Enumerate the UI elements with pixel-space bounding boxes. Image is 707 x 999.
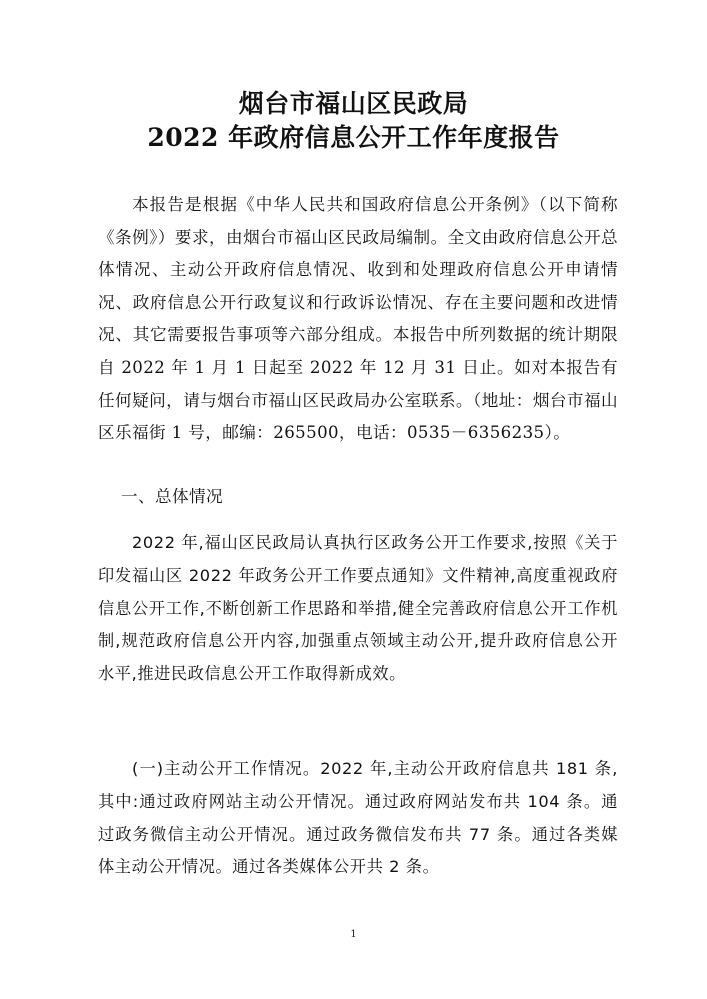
section1-paragraph: 2022 年,福山区民政局认真执行区政务公开工作要求,按照《关于印发福山区 2022 年政务公开工作要点通知》文件精神,高度重视政府信息公开工作,不断创新工作思路和举措,健全完善政府信息公开工作机制,规范政府信息公开内容,加强重点领域主动公开,提升政府信息公开水平,推进民政信息公开工作取得新成效。 — [98, 533, 618, 684]
section1-heading: 一、总体情况 — [121, 487, 223, 506]
report-title-line2: 2022 年政府信息公开工作年度报告 — [147, 123, 560, 152]
intro-paragraph: 本报告是根据《中华人民共和国政府信息公开条例》（以下简称《条例》）要求，由烟台市福山区民政局编制。全文由政府信息公开总体情况、主动公开政府信息情况、收到和处理政府信息公开申请情况、政府信息公开行政复议和行政诉讼情况、存在主要问题和改进情况、其它需要报告事项等六部分组成。本报告中所列数据的统计期限自 2022 年 1 月 1 日起至 2022 年 12 月 31 日止。如对本报告有任何疑问，请与烟台市福山区民政局办公室联系。（地址：烟台市福山区乐福街 1 号，邮编：265500，电话：0535－6356235）。 — [98, 195, 618, 443]
report-title-line1: 烟台市福山区民政局 — [238, 89, 469, 118]
subsection1-paragraph: (一)主动公开工作情况。2022 年,主动公开政府信息共 181 条,其中:通过政府网站主动公开情况。通过政府网站发布共 104 条。通过政务微信主动公开情况。通过政务微信发布共 77 条。通过各类媒体主动公开情况。通过各类媒体公开共 2 条。 — [98, 759, 618, 877]
page-number: 1 — [350, 929, 357, 940]
